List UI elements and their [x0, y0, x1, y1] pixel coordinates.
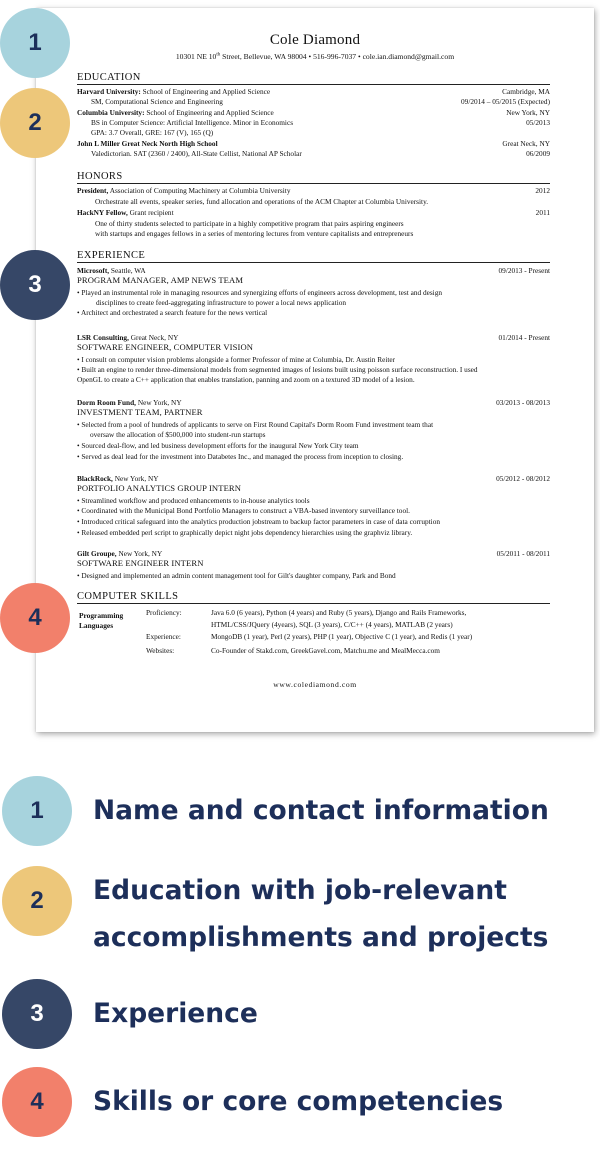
- exp-lsr-company: LSR Consulting,: [77, 333, 129, 342]
- exp-blackrock-b4: • Released embedded perl script to graphically depict night jobs dependency hierarchies using the graphviz library.: [77, 528, 413, 537]
- honor-hackny-desc2: with startups and engages fellows in a series of mentoring lectures from venture capitalists and entrepreneurs: [95, 229, 414, 238]
- skills-proficiency-value1: Java 6.0 (6 years), Python (4 years) and Ruby (5 years), Django and Rails Frameworks,: [211, 608, 467, 617]
- contact-sep: •: [306, 52, 314, 61]
- edu-highschool: [77, 139, 218, 148]
- exp-blackrock-loc: New York, NY: [114, 474, 159, 483]
- skills-heading: COMPUTER SKILLS: [77, 591, 550, 604]
- exp-microsoft-loc: Seattle, WA: [110, 266, 146, 275]
- honor-hackny-desc1: One of thirty students selected to participate in a highly competitive program that pairs aspiring engineers: [95, 219, 404, 228]
- edu-columbia: [77, 108, 274, 117]
- exp-dormroom-b2: • Sourced deal-flow, and led business development efforts for the inaugural New York City team: [77, 441, 359, 450]
- exp-dormroom: [77, 398, 182, 407]
- skills-proficiency-value2: HTML/CSS/JQuery (4years), SQL (3 years), C/C++ (4 years), MATLAB (2 years): [211, 620, 453, 629]
- honors-heading: HONORS: [77, 171, 550, 184]
- exp-microsoft-company: Microsoft,: [77, 266, 110, 275]
- honor-hackny-year: 2011: [535, 208, 550, 217]
- legend-item-4: Skills or core competencies: [93, 1086, 504, 1117]
- edu-columbia-degree: BS in Computer Science: Artificial Intelligence. Minor in Economics: [91, 118, 294, 127]
- honor-acm-desc: Orchestrate all events, speaker series, fund allocation and operations of the ACM Chapter at Columbia University.: [95, 197, 429, 206]
- edu-harvard-location: Cambridge, MA: [502, 87, 550, 96]
- edu-highschool-dates: 06/2009: [526, 149, 550, 158]
- skills-websites-key: Websites:: [146, 646, 175, 655]
- badge-2: 2: [0, 88, 70, 158]
- contact-sep: •: [356, 52, 363, 61]
- legend-item-2-line2: accomplishments and projects: [93, 922, 549, 953]
- exp-gilt: [77, 549, 162, 558]
- edu-highschool-detail: Valedictorian. SAT (2360 / 2400), All-State Cellist, National AP Scholar: [91, 149, 302, 158]
- contact-address-pre: 10301 NE 10: [175, 52, 217, 61]
- exp-blackrock: [77, 474, 159, 483]
- edu-columbia-location: New York, NY: [506, 108, 550, 117]
- exp-lsr: [77, 333, 178, 342]
- exp-dormroom-b1a: • Selected from a pool of hundreds of applicants to serve on First Round Capital's Dorm Room Fund investment team that: [77, 420, 434, 429]
- resume-page: [36, 8, 594, 732]
- edu-columbia-school: Columbia University:: [77, 108, 145, 117]
- honor-acm-year: 2012: [535, 186, 550, 195]
- resume-contact: [36, 52, 594, 61]
- contact-address-sup: th: [216, 52, 221, 58]
- exp-lsr-role: SOFTWARE ENGINEER, COMPUTER VISION: [77, 342, 254, 352]
- edu-harvard-school: Harvard University:: [77, 87, 141, 96]
- exp-microsoft-b1a: • Played an instrumental role in managing resources and synergizing efforts of engineers across development, test and design: [77, 288, 443, 297]
- edu-columbia-dates: 05/2013: [526, 118, 550, 127]
- exp-microsoft-b1b: disciplines to create feed-aggregating infrastructure to power a local news application: [96, 298, 347, 307]
- honor-hackny-role: HackNY Fellow,: [77, 208, 128, 217]
- resume-website: www.colediamond.com: [273, 680, 357, 689]
- skills-label-line1: Programming: [79, 611, 124, 620]
- edu-harvard: [77, 87, 270, 96]
- exp-blackrock-b2: • Coordinated with the Municipal Bond Portfolio Managers to construct a VBA-based inventory surveillance tool.: [77, 506, 410, 515]
- contact-email: cole.ian.diamond@gmail.com: [362, 52, 455, 61]
- education-heading: EDUCATION: [77, 72, 550, 85]
- edu-harvard-dates: 09/2014 – 05/2015 (Expected): [461, 97, 550, 106]
- skills-label-line2: Languages: [79, 621, 114, 630]
- exp-dormroom-b1b: oversaw the allocation of $500,000 into student-run startups: [90, 430, 266, 439]
- exp-gilt-dates: 05/2011 - 08/2011: [496, 549, 550, 558]
- resume-name: Cole Diamond: [269, 32, 361, 48]
- edu-columbia-dept: School of Engineering and Applied Science: [146, 108, 274, 117]
- skills-websites-value: Co-Founder of Stakd.com, GreekGavel.com, Matchu.me and MealMecca.com: [211, 646, 440, 655]
- honor-acm-role: President,: [77, 186, 109, 195]
- edu-highschool-school: John L Miller Great Neck North High School: [77, 139, 218, 148]
- edu-harvard-degree: SM, Computational Science and Engineering: [91, 97, 223, 106]
- contact-phone: 516-996-7037: [313, 52, 357, 61]
- exp-blackrock-b1: • Streamlined workflow and produced enhancements to in-house analytics tools: [77, 496, 310, 505]
- exp-gilt-b1: • Designed and implemented an admin content management tool for Gilt's daughter company, Park and Bond: [77, 571, 396, 580]
- honor-acm: [77, 186, 290, 195]
- skills-category-label: [79, 611, 123, 631]
- badge-4: 4: [0, 583, 70, 653]
- exp-microsoft-dates: 09/2013 - Present: [498, 266, 550, 275]
- exp-blackrock-company: BlackRock,: [77, 474, 113, 483]
- experience-heading: EXPERIENCE: [77, 250, 550, 263]
- legend-item-1: Name and contact information: [93, 795, 549, 826]
- legend-item-3: Experience: [93, 998, 258, 1029]
- exp-lsr-b2b: OpenGL to create a C++ application that enables translation, panning and zoom on a textured 3D model of a lesion.: [77, 375, 415, 384]
- legend-badge-4: 4: [2, 1067, 72, 1137]
- exp-microsoft-role: PROGRAM MANAGER, AMP NEWS TEAM: [77, 275, 244, 285]
- legend-badge-2: 2: [2, 866, 72, 936]
- exp-blackrock-b3: • Introduced critical safeguard into the analytics production jobstream to backup factor parameters in case of data corruption: [77, 517, 441, 526]
- exp-dormroom-dates: 03/2013 - 08/2013: [496, 398, 550, 407]
- legend-item-2-line1: Education with job-relevant: [93, 875, 507, 906]
- edu-highschool-location: Great Neck, NY: [502, 139, 550, 148]
- badge-3: 3: [0, 250, 70, 320]
- exp-gilt-role: SOFTWARE ENGINEER INTERN: [77, 558, 204, 568]
- exp-dormroom-company: Dorm Room Fund,: [77, 398, 136, 407]
- edu-harvard-dept: School of Engineering and Applied Science: [142, 87, 271, 96]
- contact-address-post: Street, Bellevue, WA 98004: [220, 52, 307, 61]
- exp-microsoft: [77, 266, 146, 275]
- exp-microsoft-b2: • Architect and orchestrated a search feature for the news vertical: [77, 308, 268, 317]
- exp-blackrock-dates: 05/2012 - 08/2012: [496, 474, 550, 483]
- skills-experience-key: Experience:: [146, 632, 181, 641]
- exp-lsr-dates: 01/2014 - Present: [498, 333, 550, 342]
- exp-blackrock-role: PORTFOLIO ANALYTICS GROUP INTERN: [77, 483, 242, 493]
- skills-proficiency-key: Proficiency:: [146, 608, 182, 617]
- legend-badge-1: 1: [2, 776, 72, 846]
- exp-lsr-loc: Great Neck, NY: [130, 333, 179, 342]
- legend-badge-3: 3: [2, 979, 72, 1049]
- badge-1: 1: [0, 8, 70, 78]
- honor-acm-org: Association of Computing Machinery at Columbia University: [109, 186, 291, 195]
- exp-dormroom-loc: New York, NY: [137, 398, 182, 407]
- exp-dormroom-b3: • Served as deal lead for the investment into Databetes Inc., and managed the process from inception to closing.: [77, 452, 404, 461]
- exp-lsr-b1: • I consult on computer vision problems alongside a former Professor of mine at Columbia, Dr. Austin Reiter: [77, 355, 396, 364]
- exp-dormroom-role: INVESTMENT TEAM, PARTNER: [77, 407, 203, 417]
- exp-lsr-b2a: • Built an engine to render three-dimensional models from segmented images of lesions built using poisson surface reconstruction. I used: [77, 365, 478, 374]
- exp-gilt-loc: New York, NY: [118, 549, 163, 558]
- honor-hackny: [77, 208, 174, 217]
- edu-columbia-gpa: GPA: 3.7 Overall, GRE: 167 (V), 165 (Q): [91, 128, 214, 137]
- exp-gilt-company: Gilt Groupe,: [77, 549, 117, 558]
- skills-experience-value: MongoDB (1 year), Perl (2 years), PHP (1 year), Objective C (1 year), and Redis (1 year): [211, 632, 473, 641]
- honor-hackny-org: Grant recipient: [129, 208, 174, 217]
